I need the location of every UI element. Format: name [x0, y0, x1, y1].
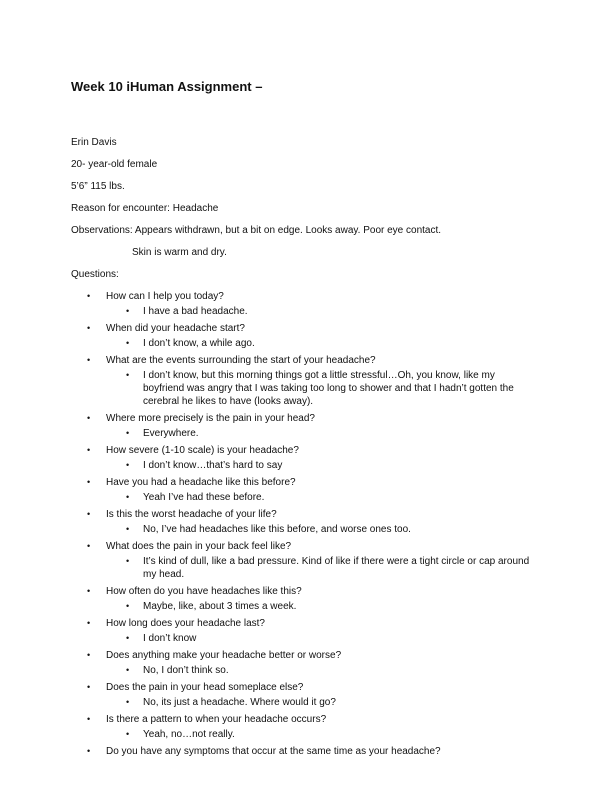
questions-heading: Questions: [71, 269, 119, 280]
question-item: • Does anything make your headache better or worse? [71, 649, 541, 662]
answer-item: • I don’t know, but this morning things got a little stressful…Oh, you know, like my boyfriend was angry that I was taking too long to shower and that I hadn’t gotten the cerebral he likes to have (looks away). [71, 369, 533, 408]
answer-item: • No, I don’t think so. [71, 664, 533, 677]
qa-list [71, 290, 541, 758]
question-item: • Does the pain in your head someplace else? [71, 681, 541, 694]
answer-item: • I have a bad headache. [71, 305, 533, 318]
question-item: • Do you have any symptoms that occur at the same time as your headache? [71, 745, 541, 758]
answer-item: • I don’t know [71, 632, 533, 645]
answer-item: • It’s kind of dull, like a bad pressure. Kind of like if there were a tight circle or cap around my head. [71, 555, 533, 581]
document-title: Week 10 iHuman Assignment – [71, 79, 263, 94]
question-item: • When did your headache start? [71, 322, 541, 335]
question-item: • What are the events surrounding the start of your headache? [71, 354, 541, 367]
answer-item: • Everywhere. [71, 427, 533, 440]
height-weight: 5’6” 115 lbs. [71, 181, 125, 192]
question-item: • What does the pain in your back feel like? [71, 540, 541, 553]
patient-name: Erin Davis [71, 137, 117, 148]
question-item: • Where more precisely is the pain in your head? [71, 412, 541, 425]
question-item: • How can I help you today? [71, 290, 541, 303]
answer-item: • No, I’ve had headaches like this before, and worse ones too. [71, 523, 533, 536]
reason-for-encounter: Reason for encounter: Headache [71, 203, 219, 214]
age-sex: 20- year-old female [71, 159, 158, 170]
answer-item: • I don’t know…that’s hard to say [71, 459, 533, 472]
answer-item: • I don’t know, a while ago. [71, 337, 533, 350]
question-item: • Have you had a headache like this before? [71, 476, 541, 489]
document-page [71, 78, 541, 758]
question-item: • How long does your headache last? [71, 617, 541, 630]
observations: Observations: Appears withdrawn, but a bit on edge. Looks away. Poor eye contact. [71, 225, 442, 236]
question-item: • How often do you have headaches like this? [71, 585, 541, 598]
question-item: • Is this the worst headache of your life? [71, 508, 541, 521]
observations-skin: Skin is warm and dry. [132, 247, 227, 258]
answer-item: • Yeah I’ve had these before. [71, 491, 533, 504]
question-item: • How severe (1-10 scale) is your headache? [71, 444, 541, 457]
answer-item: • Maybe, like, about 3 times a week. [71, 600, 533, 613]
answer-item: • Yeah, no…not really. [71, 728, 533, 741]
answer-item: • No, its just a headache. Where would it go? [71, 696, 533, 709]
question-item: • Is there a pattern to when your headache occurs? [71, 713, 541, 726]
